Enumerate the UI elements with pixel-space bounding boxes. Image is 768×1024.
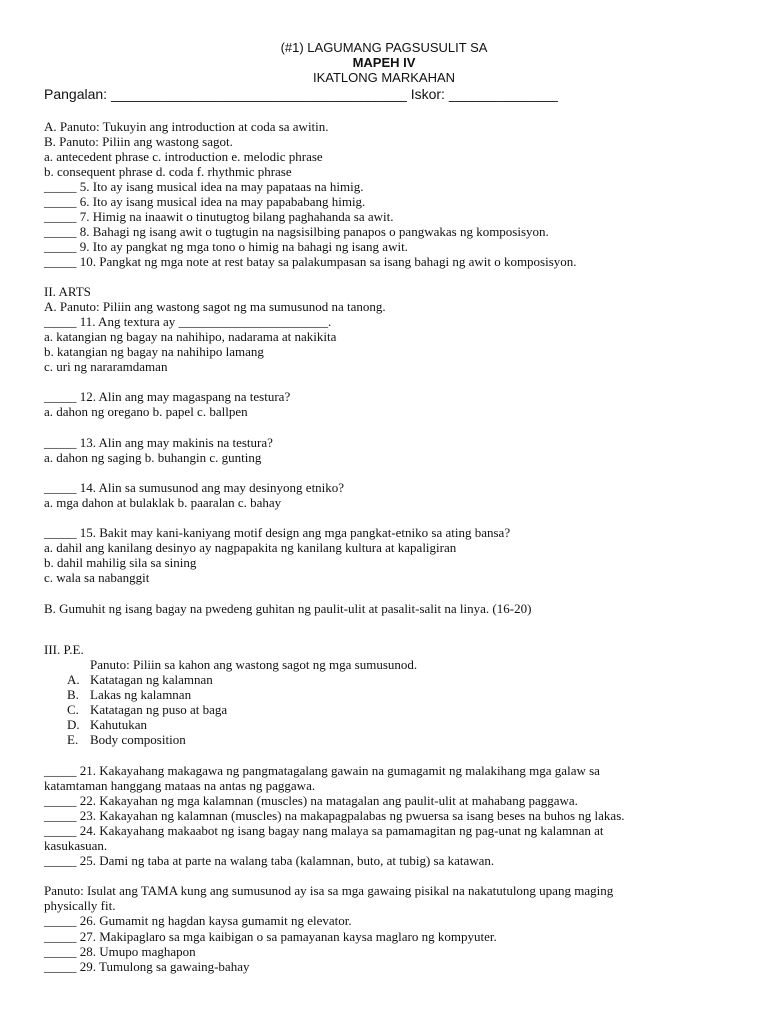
music-instruction-b: B. Panuto: Piliin ang wastong sagot. [44,134,233,149]
pe-choice-text: Kahutukan [90,717,148,732]
question-5: _____ 5. Ito ay isang musical idea na may papataas na himig. [44,179,364,194]
question-24: _____ 24. Kakayahang makaabot ng isang bagay nang malaya sa pamamagitan ng pag-unat ng kalamnan at [44,823,604,838]
pe-choice-text: Lakas ng kalamnan [90,687,192,702]
question-11: _____ 11. Ang textura ay _______________________. [44,314,332,329]
question-23: _____ 23. Kakayahan ng kalamnan (muscles) na makapagpalabas ng pwuersa sa isang beses na buhos ng lakas. [44,808,625,823]
pe-choice-b [67,687,191,702]
question-14-choices: a. mga dahon at bulaklak b. paaralan c. bahay [44,495,282,510]
question-22: _____ 22. Kakayahan ng mga kalamnan (muscles) na matagalan ang paulit-ulit at mahabang paggawa. [44,793,578,808]
arts-instruction-a: A. Panuto: Piliin ang wastong sagot ng ma sumusunod na tanong. [44,299,386,314]
question-24-continued: kasukasuan. [44,838,108,853]
question-10: _____ 10. Pangkat ng mga note at rest batay sa palakumpasan sa isang bahagi ng awit o komposisyon. [44,254,577,269]
question-29: _____ 29. Tumulong sa gawaing-bahay [44,959,250,974]
pe-choice-letter: C. [67,702,79,717]
header-subject: MAPEH IV [352,55,416,70]
question-21: _____ 21. Kakayahang makagawa ng pangmatagalang gawain na gumagamit ng malakihang mga galaw sa [44,763,600,778]
question-14: _____ 14. Alin sa sumusunod ang may desinyong etniko? [44,480,345,495]
pe-choice-text: Katatagan ng puso at baga [90,702,228,717]
pe-instruction: Panuto: Piliin sa kahon ang wastong sagot ng mga sumusunod. [90,657,418,672]
pe-choice-text: Body composition [90,732,186,747]
question-15-choice-a: a. dahil ang kanilang desinyo ay nagpapakita ng kanilang kultura at kapaligiran [44,540,457,555]
pe-choice-letter: D. [67,717,80,732]
pe-choice-e [67,732,186,747]
name-score-line: Pangalan: ______________________________________ Iskor: ______________ [44,86,558,102]
pe-choice-d [67,717,147,732]
header-title: (#1) LAGUMANG PAGSUSULIT SA [280,40,488,55]
question-15: _____ 15. Bakit may kani-kaniyang motif design ang mga pangkat-etniko sa ating bansa? [44,525,511,540]
pe-choice-c [67,702,227,717]
question-12: _____ 12. Alin ang may magaspang na testura? [44,389,291,404]
pe-instruction-2: Panuto: Isulat ang TAMA kung ang sumusunod ay isa sa mga gawaing pisikal na nakatutulong upang maging [44,883,614,898]
question-11-choice-c: c. uri ng nararamdaman [44,359,168,374]
pe-choice-a [67,672,213,687]
question-13: _____ 13. Alin ang may makinis na testura? [44,435,273,450]
question-21-continued: katamtaman hanggang mataas na antas ng paggawa. [44,778,316,793]
question-11-choice-a: a. katangian ng bagay na nahihipo, nadarama at nakikita [44,329,337,344]
question-15-choice-c: c. wala sa nabanggit [44,570,150,585]
question-28: _____ 28. Umupo maghapon [44,944,196,959]
pe-choice-text: Katatagan ng kalamnan [90,672,213,687]
question-27: _____ 27. Makipaglaro sa mga kaibigan o sa pamayanan kaysa maglaro ng kompyuter. [44,929,497,944]
music-choices-row1: a. antecedent phrase c. introduction e. melodic phrase [44,149,323,164]
question-8: _____ 8. Bahagi ng isang awit o tugtugin na nagsisilbing panapos o pangwakas ng komposisyon. [44,224,549,239]
pe-choice-letter: E. [67,732,79,747]
question-25: _____ 25. Dami ng taba at parte na walang taba (kalamnan, buto, at tubig) sa katawan. [44,853,495,868]
music-instruction-a: A. Panuto: Tukuyin ang introduction at coda sa awitin. [44,119,329,134]
pe-choice-letter: B. [67,687,79,702]
pe-instruction-2-continued: physically fit. [44,898,116,913]
music-choices-row2: b. consequent phrase d. coda f. rhythmic phrase [44,164,292,179]
arts-heading: II. ARTS [44,284,91,299]
pe-choice-letter: A. [67,672,80,687]
question-11-choice-b: b. katangian ng bagay na nahihipo lamang [44,344,264,359]
pe-heading: III. P.E. [44,642,84,657]
question-7: _____ 7. Himig na inaawit o tinutugtog bilang paghahanda sa awit. [44,209,394,224]
arts-instruction-b: B. Gumuhit ng isang bagay na pwedeng guhitan ng paulit-ulit at pasalit-salit na linya. (16-20) [44,601,532,616]
question-9: _____ 9. Ito ay pangkat ng mga tono o himig na bahagi ng isang awit. [44,239,408,254]
question-13-choices: a. dahon ng saging b. buhangin c. gunting [44,450,262,465]
header-quarter: IKATLONG MARKAHAN [312,70,456,85]
question-12-choices: a. dahon ng oregano b. papel c. ballpen [44,404,248,419]
question-6: _____ 6. Ito ay isang musical idea na may papababang himig. [44,194,366,209]
question-15-choice-b: b. dahil mahilig sila sa sining [44,555,197,570]
question-26: _____ 26. Gumamit ng hagdan kaysa gumamit ng elevator. [44,913,352,928]
